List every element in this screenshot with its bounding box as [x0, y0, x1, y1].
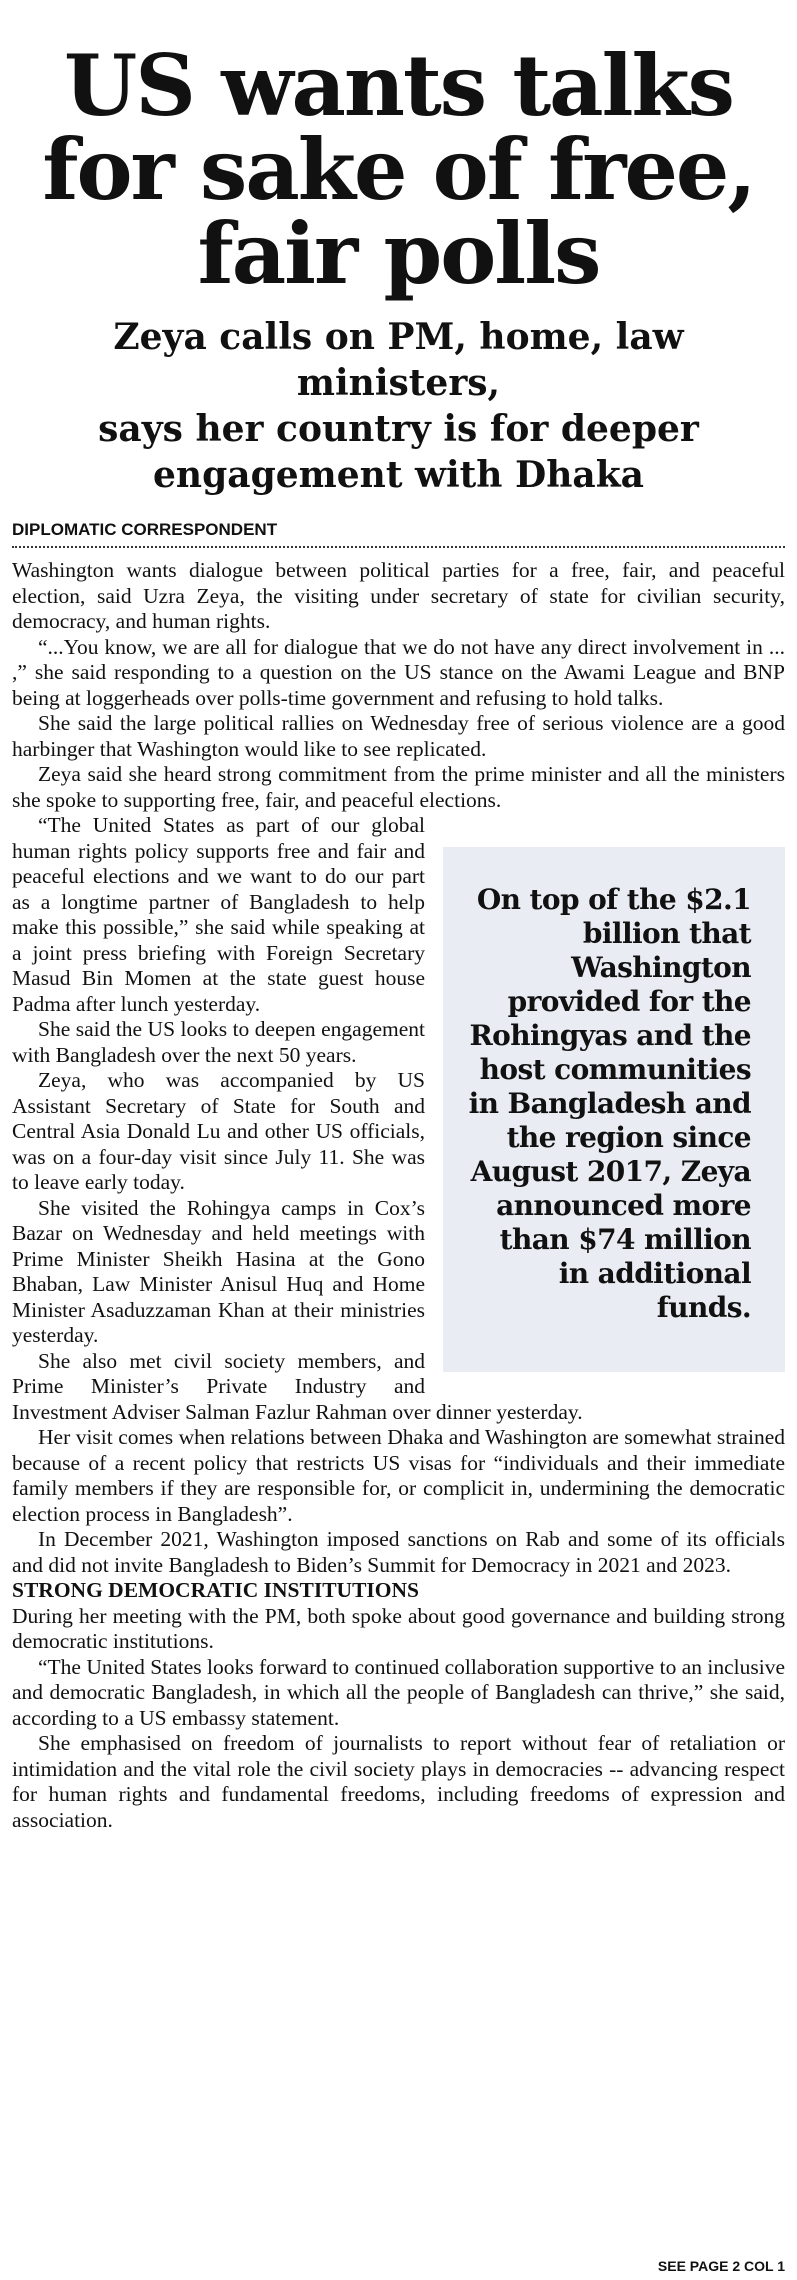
paragraph: She also met civil society members, and Prime Minister’s Private Industry and Investment Adviser Salman Fazlur Rahman over dinner yesterday.	[12, 1348, 583, 1424]
paragraph: She emphasised on freedom of journalists to report without fear of retaliation or intimidation and the vital role the civil society plays in democracies -- advancing respect for human rights and fundamental freedoms, including freedoms of expression and association.	[12, 1731, 785, 1832]
paragraph: She said the large political rallies on Wednesday free of serious violence are a good harbinger that Washington would like to see replicated.	[12, 711, 785, 761]
pull-quote: On top of the $2.1 billion that Washington provided for the Rohingyas and the host communities in Bangladesh and the region since August 2017, Zeya announced more than $74 million in additional funds.	[443, 847, 785, 1372]
paragraph: Zeya, who was accompanied by US Assistant Secretary of State for South and Central Asia Donald Lu and other US officials, was on a four-day visit since July 11. She was to leave early today.	[12, 1068, 425, 1194]
byline: DIPLOMATIC CORRESPONDENT	[12, 520, 785, 548]
paragraph: Zeya said she heard strong commitment from the prime minister and all the ministers she spoke to supporting free, fair, and peaceful elections.	[12, 762, 785, 812]
article-body	[12, 558, 785, 1833]
section-heading: STRONG DEMOCRATIC INSTITUTIONS	[12, 1578, 419, 1602]
paragraph: In December 2021, Washington imposed sanctions on Rab and some of its officials and did not invite Bangladesh to Biden’s Summit for Democracy in 2021 and 2023.	[12, 1527, 785, 1577]
paragraph: “The United States as part of our global human rights policy supports free and fair and peaceful elections and we want to do our part as a longtime partner of Bangladesh to help make this possible,” she said while speaking at a joint press briefing with Foreign Secretary Masud Bin Momen at the state guest house Padma after lunch yesterday.	[12, 813, 425, 1016]
paragraph: “The United States looks forward to continued collaboration supportive to an inclusive and democratic Bangladesh, in which all the people of Bangladesh can thrive,” she said, according to a US embassy statement.	[12, 1654, 785, 1730]
headline: US wants talks for sake of free, fair polls	[42, 36, 755, 303]
paragraph: “...You know, we are all for dialogue that we do not have any direct involvement in ... ,” she said responding to a question on the US stance on the Awami League and BNP being at loggerheads over polls-time government and refusing to hold talks.	[12, 634, 785, 710]
paragraph: Washington wants dialogue between political parties for a free, fair, and peaceful election, said Uzra Zeya, the visiting under secretary of state for civilian security, democracy, and human rights.	[12, 558, 785, 633]
paragraph: She visited the Rohingya camps in Cox’s Bazar on Wednesday and held meetings with Prime Minister Sheikh Hasina at the Gono Bhaban, Law Minister Anisul Huq and Home Minister Asaduzzaman Khan at their ministries yesterday.	[12, 1195, 425, 1347]
paragraph: She said the US looks to deepen engagement with Bangladesh over the next 50 years.	[12, 1017, 425, 1067]
paragraph: Her visit comes when relations between Dhaka and Washington are somewhat strained because of a recent policy that restricts US visas for “individuals and their immediate family members if they are responsible for, or complicit in, undermining the democratic election process in Bangladesh”.	[12, 1425, 785, 1526]
jump-line[interactable]: SEE PAGE 2 COL 1	[657, 2258, 785, 2274]
paragraph: During her meeting with the PM, both spoke about good governance and building strong democratic institutions.	[12, 1603, 785, 1653]
subheadline: Zeya calls on PM, home, law ministers, says her country is for deeper engagement with Dhaka	[98, 316, 699, 496]
